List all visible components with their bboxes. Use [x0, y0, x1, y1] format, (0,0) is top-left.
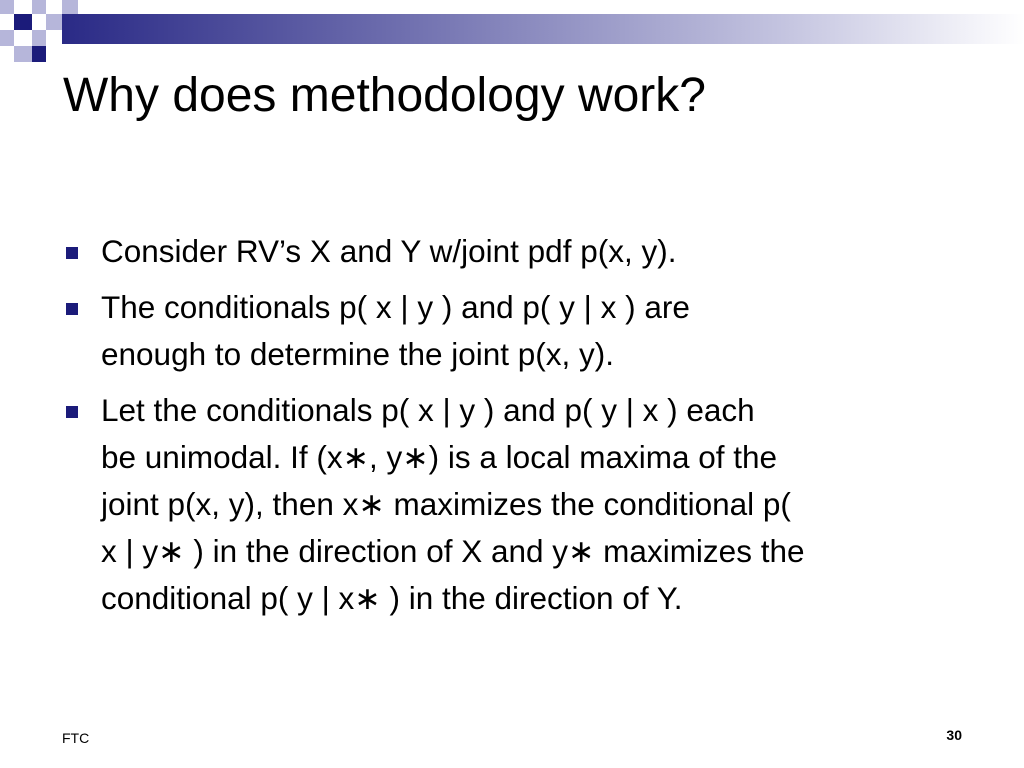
deco-square: [14, 0, 32, 14]
deco-square: [32, 0, 46, 14]
deco-square: [32, 30, 46, 46]
bullet-item: [66, 387, 966, 622]
bullet-item: [66, 228, 966, 275]
deco-square: [46, 14, 62, 30]
deco-square: [0, 30, 14, 46]
bullet-list: [66, 228, 966, 631]
header-decoration: [0, 0, 1024, 64]
deco-square: [14, 14, 32, 30]
square-bullet-icon: [66, 406, 78, 418]
bullet-text: Let the conditionals p( x | y ) and p( y | x ) each be unimodal. If (x∗, y∗) is a local maxima of the joint p(x, y), then x∗ maximizes the conditional p( x | y∗ ) in the direction of X and y∗ maximizes the conditional p( y | x∗ ) in the direction of Y.: [101, 392, 805, 616]
bullet-text: Consider RV’s X and Y w/joint pdf p(x, y).: [101, 233, 677, 269]
square-bullet-icon: [66, 303, 78, 315]
slide-title: Why does methodology work?: [63, 69, 706, 122]
deco-square: [46, 30, 62, 46]
deco-square: [32, 46, 46, 62]
square-bullet-icon: [66, 247, 78, 259]
deco-square: [0, 0, 14, 14]
page-number: 30: [946, 727, 962, 743]
bullet-text: The conditionals p( x | y ) and p( y | x ) are enough to determine the joint p(x, y).: [101, 289, 690, 372]
deco-square: [14, 46, 32, 62]
footer-label: FTC: [62, 730, 90, 746]
deco-square: [62, 0, 78, 14]
bullet-item: [66, 284, 966, 378]
header-gradient-bar: [62, 14, 1024, 44]
